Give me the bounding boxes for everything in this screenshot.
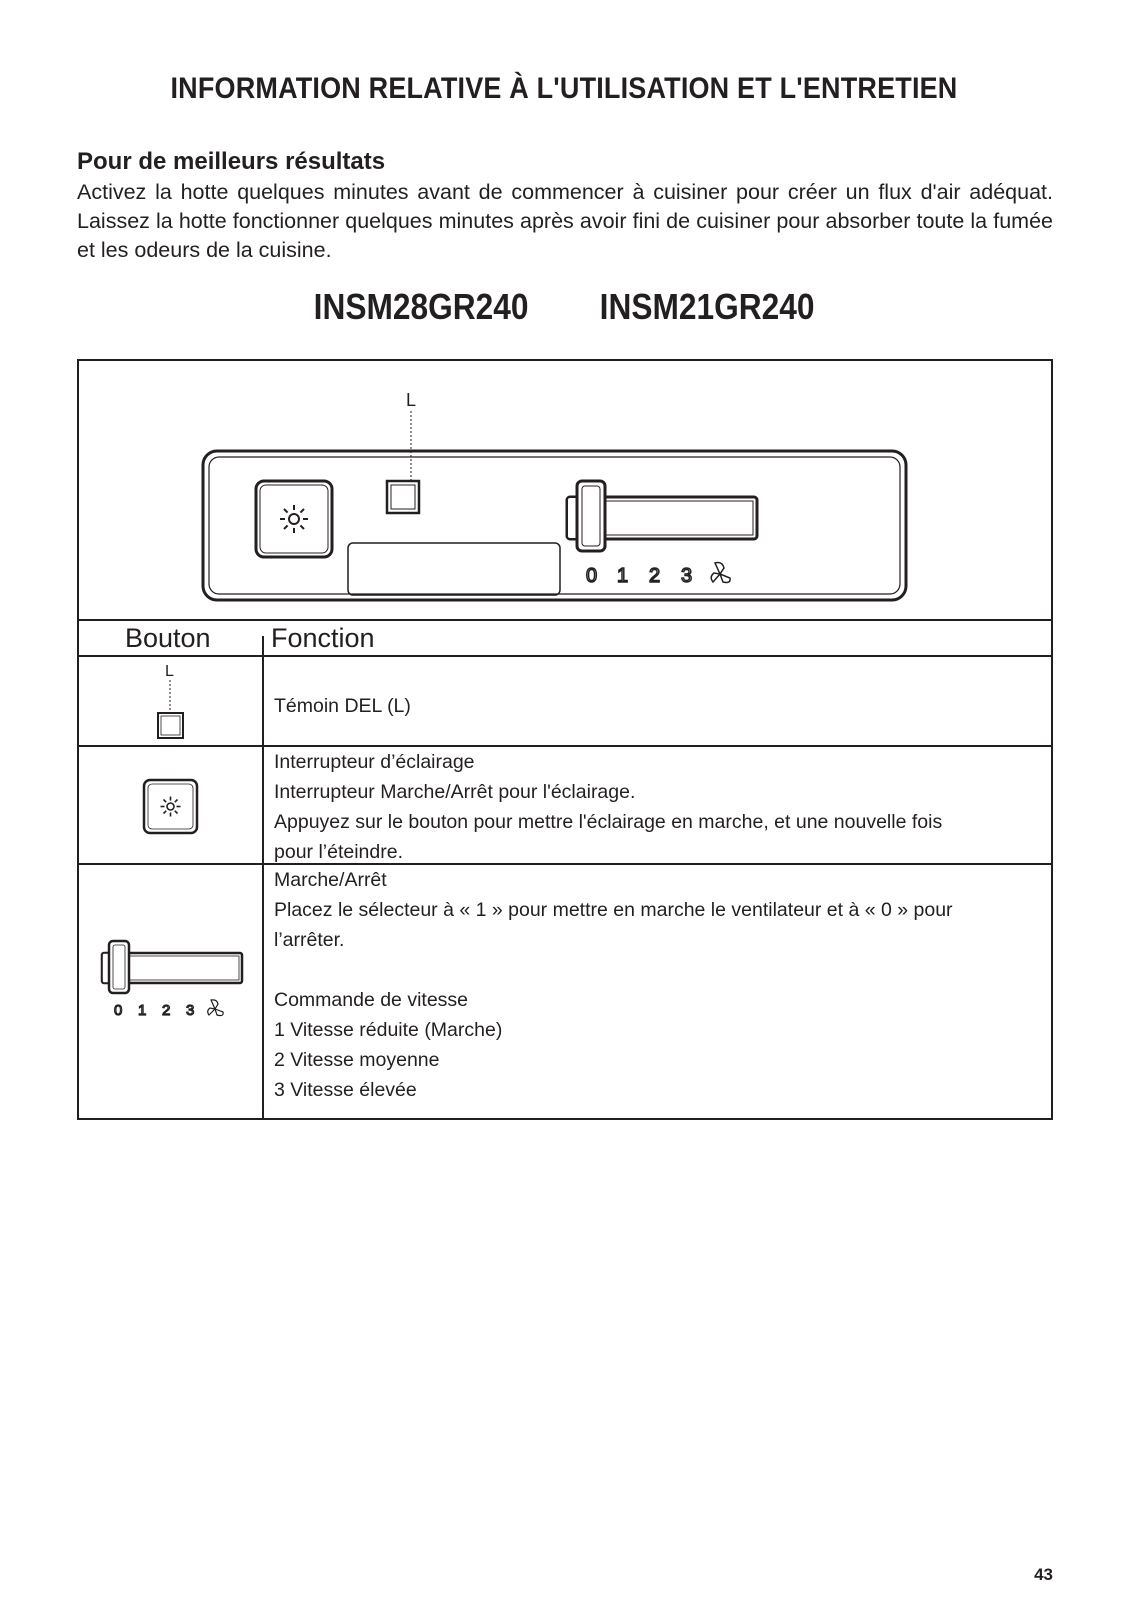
row2-line-1: Interrupteur d’éclairage (274, 751, 475, 773)
row3-speed-0: 0 (114, 1002, 123, 1019)
row3-function (274, 865, 953, 1105)
section-text: Activez la hotte quelques minutes avant de commencer à cuisiner pour créer un flux d'air adéquat. Laissez la hotte fonctionner quelques minutes après avoir fini de cuisiner pour absorber toute la fumée et les odeurs de la cuisine. (77, 180, 1053, 262)
row3-slider-icon (99, 939, 259, 1019)
row3-speed-3: 3 (186, 1002, 195, 1019)
model-number-1: INSM28GR240 (313, 286, 529, 327)
row1-function (274, 691, 411, 721)
row3-line-6: 1 Vitesse réduite (Marche) (274, 1019, 503, 1041)
row3-fan-icon (208, 1000, 223, 1016)
fan-icon (711, 563, 730, 583)
row3-speed-1: 1 (138, 1002, 147, 1019)
row2-line-3: Appuyez sur le bouton pour mettre l'éclairage en marche, et une nouvelle fois (274, 811, 943, 833)
row3-line-5: Commande de vitesse (274, 989, 469, 1011)
led-indicator (387, 481, 419, 513)
control-panel-diagram (79, 361, 1055, 636)
row2-line-2: Interrupteur Marche/Arrêt pour l'éclairage. (274, 781, 636, 803)
speed-label-1: 1 (617, 565, 629, 587)
row3-line-3: l’arrêter. (274, 929, 345, 951)
speed-label-0: 0 (586, 565, 598, 587)
row3-line-2: Placez le sélecteur à « 1 » pour mettre en marche le ventilateur et à « 0 » pour (274, 899, 953, 921)
header-function: Fonction (271, 623, 375, 653)
row3-line-4 (274, 955, 953, 985)
row2-function (274, 747, 942, 867)
speed-slider[interactable] (567, 481, 757, 551)
header-button: Bouton (125, 623, 211, 653)
panel-led-label: L (406, 390, 417, 410)
row1-led-label: L (165, 663, 174, 680)
row1-led-icon (139, 658, 199, 738)
model-number-2: INSM21GR240 (599, 286, 815, 327)
row3-speed-2: 2 (162, 1002, 171, 1019)
page-number: 43 (1034, 1565, 1053, 1584)
row2-line-4: pour l’éteindre. (274, 841, 403, 863)
model-numbers (0, 286, 1128, 328)
row3-line-8: 3 Vitesse élevée (274, 1079, 417, 1101)
row2-light-button-icon (141, 777, 201, 837)
row3-line-7: 2 Vitesse moyenne (274, 1049, 440, 1071)
display-window (348, 543, 560, 595)
light-button[interactable] (256, 481, 332, 557)
row3-line-1: Marche/Arrêt (274, 869, 387, 891)
section-heading: Pour de meilleurs résultats (77, 148, 386, 175)
speed-label-3: 3 (681, 565, 693, 587)
page-title: INFORMATION RELATIVE À L'UTILISATION ET L'ENTRETIEN (170, 72, 958, 105)
row1-line-1: Témoin DEL (L) (274, 695, 411, 717)
speed-label-2: 2 (649, 565, 661, 587)
controls-table (77, 359, 1053, 1120)
